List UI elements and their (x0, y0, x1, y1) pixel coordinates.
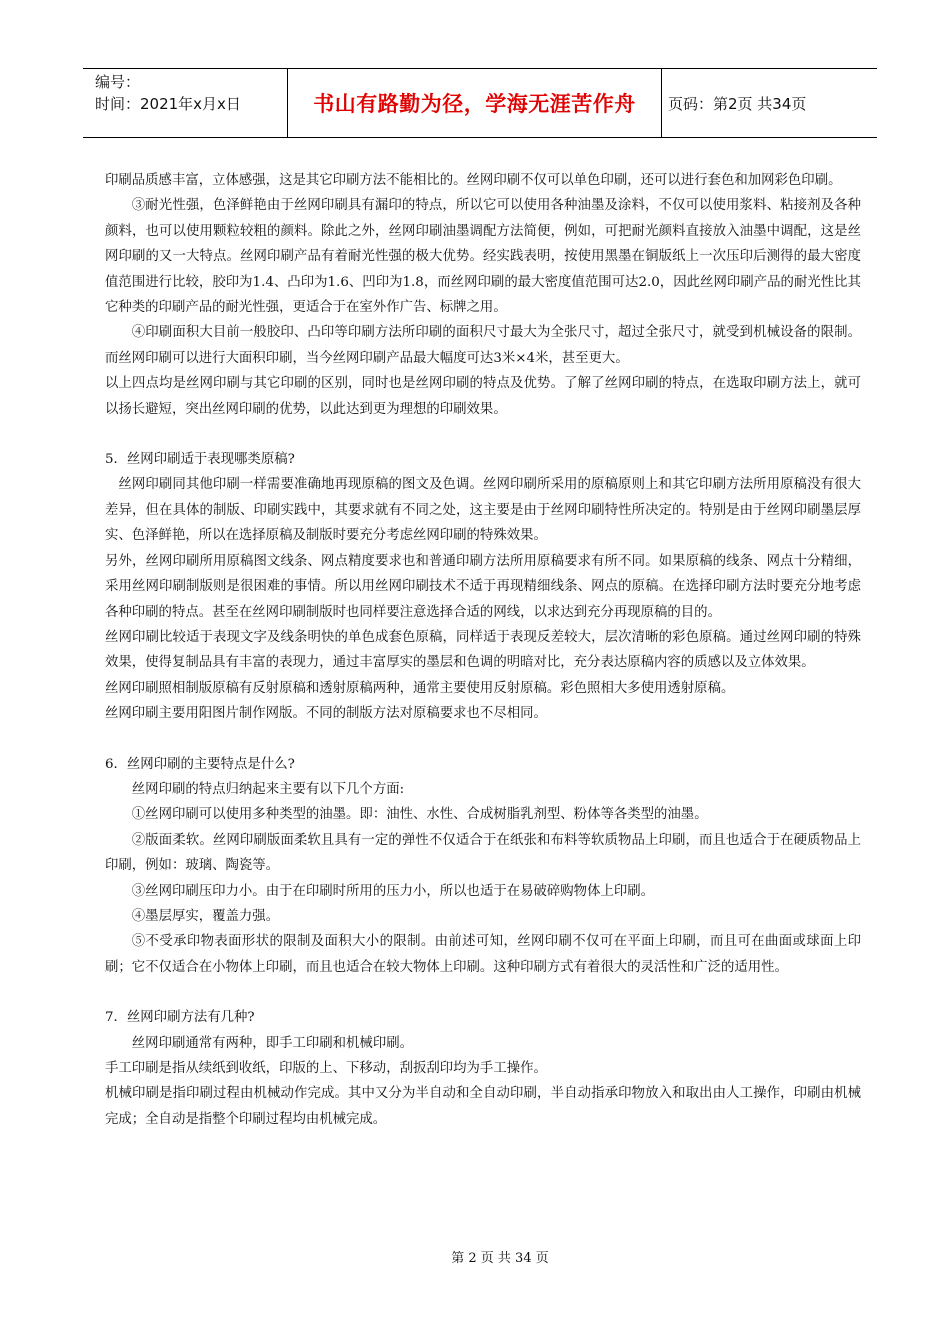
section-heading-7: 7．丝网印刷方法有几种? (105, 1010, 255, 1026)
header-time-label: 时间：2021年x月x日 (95, 95, 241, 113)
section-heading-5: 5．丝网印刷适于表现哪类原稿? (105, 452, 295, 468)
header-motto: 书山有路勤为径，学海无涯苦作舟 (313, 92, 636, 116)
paragraph: ①丝网印刷可以使用多种类型的油墨。即：油性、水性、合成树脂乳剂型、粉体等各类型的油墨。 (131, 807, 708, 823)
paragraph: 丝网印刷主要用阳图片制作网版。不同的制版方法对原稿要求也不尽相同。 (105, 706, 547, 722)
page-footer: 第 2 页 共 34 页 (451, 1251, 549, 1266)
paragraph: 丝网印刷通常有两种，即手工印刷和机械印刷。 (131, 1035, 413, 1051)
paragraph: 丝网印刷同其他印刷一样需要准确地再现原稿的图文及色调。丝网印刷所采用的原稿原则上和其它印刷方法所用原稿没有很大差异，但在具体的制版、印刷实践中，其要求就有不同之处，这主要是由于丝网印刷特性所决定的。特别是由于丝网印刷墨层厚实、色泽鲜艳，所以在选择原稿及制版时要充分考虑丝网印刷的特殊效果。 (105, 477, 861, 544)
header-page-label: 页码：第2页 共34页 (668, 94, 807, 113)
paragraph: 手工印刷是指从续纸到收纸，印版的上、下移动，刮扳刮印均为手工操作。 (105, 1061, 547, 1076)
paragraph: ③丝网印刷压印力小。由于在印刷时所用的压力小，所以也适于在易破碎购物体上印刷。 (131, 883, 655, 899)
header-number-label: 编号： (95, 73, 141, 91)
paragraph: 丝网印刷的特点归纳起来主要有以下几个方面: (131, 781, 405, 797)
paragraph: 以上四点均是丝网印刷与其它印刷的区别，同时也是丝网印刷的特点及优势。了解了丝网印刷的特点，在选取印刷方法上，就可以扬长避短，突出丝网印刷的优势，以此达到更为理想的印刷效果。 (105, 376, 861, 417)
paragraph: ④墨层厚实，覆盖力强。 (131, 908, 280, 924)
paragraph: 丝网印刷照相制版原稿有反射原稿和透射原稿两种，通常主要使用反射原稿。彩色照相大多使用透射原稿。 (105, 680, 735, 696)
section-heading-6: 6．丝网印刷的主要特点是什么? (105, 756, 295, 772)
paragraph: 机械印刷是指印刷过程由机械动作完成。其中又分为半自动和全自动印刷，半自动指承印物放入和取出由人工操作，印刷由机械完成；全自动是指整个印刷过程均由机械完成。 (105, 1086, 861, 1127)
header-divider (661, 69, 662, 137)
paragraph: ②版面柔软。丝网印刷版面柔软且具有一定的弹性不仅适合于在纸张和布料等软质物品上印刷，而且也适合于在硬质物品上印刷，例如：玻璃、陶瓷等。 (105, 832, 861, 874)
page-header (83, 68, 877, 138)
document-body (105, 168, 861, 1132)
paragraph: 另外，丝网印刷所用原稿图文线条、网点精度要求也和普通印刷方法所用原稿要求有所不同。如果原稿的线条、网点十分精细，采用丝网印刷制版则是很困难的事情。所以用丝网印刷技术不适于再现精细线条、网点的原稿。在选择印刷方法时要充分地考虑各种印刷的特点。甚至在丝网印刷制版时也同样要注意选择合适的网线，以求达到充分再现原稿的目的。 (105, 553, 861, 620)
paragraph: ④印刷面积大目前一般胶印、凸印等印刷方法所印刷的面积尺寸最大为全张尺寸，超过全张尺寸，就受到机械设备的限制。而丝网印刷可以进行大面积印刷，当今丝网印刷产品最大幅度可达3米×4米，甚至更大。 (105, 325, 861, 366)
paragraph: 印刷品质感丰富，立体感强，这是其它印刷方法不能相比的。丝网印刷不仅可以单色印刷，还可以进行套色和加网彩色印刷。 (105, 173, 842, 188)
paragraph: ③耐光性强，色泽鲜艳由于丝网印刷具有漏印的特点，所以它可以使用各种油墨及涂料，不仅可以使用浆料、粘接剂及各种颜料，也可以使用颗粒较粗的颜料。除此之外，丝网印刷油墨调配方法简便，例如，可把耐光颜料直接放入油墨中调配，这是丝网印刷的又一大特点。丝网印刷产品有着耐光性强的极大优势。经实践表明，按使用黑墨在铜版纸上一次压印后测得的最大密度值范围进行比较，胶印为1.4、凸印为1.6、凹印为1.8，而丝网印刷的最大密度值范围可达2.0，因此丝网印刷产品的耐光性比其它种类的印刷产品的耐光性强，更适合于在室外作广告、标牌之用。 (105, 198, 861, 316)
header-meta (95, 71, 241, 115)
paragraph: ⑤不受承印物表面形状的限制及面积大小的限制。由前述可知，丝网印刷不仅可在平面上印刷，而且可在曲面或球面上印刷；它不仅适合在小物体上印刷，而且也适合在较大物体上印刷。这种印刷方式有着很大的灵活性和广泛的适用性。 (105, 934, 861, 975)
paragraph: 丝网印刷比较适于表现文字及线条明快的单色成套色原稿，同样适于表现反差较大，层次清晰的彩色原稿。通过丝网印刷的特殊效果，使得复制品具有丰富的表现力，通过丰富厚实的墨层和色调的明暗对比，充分表达原稿内容的质感以及立体效果。 (105, 629, 861, 671)
